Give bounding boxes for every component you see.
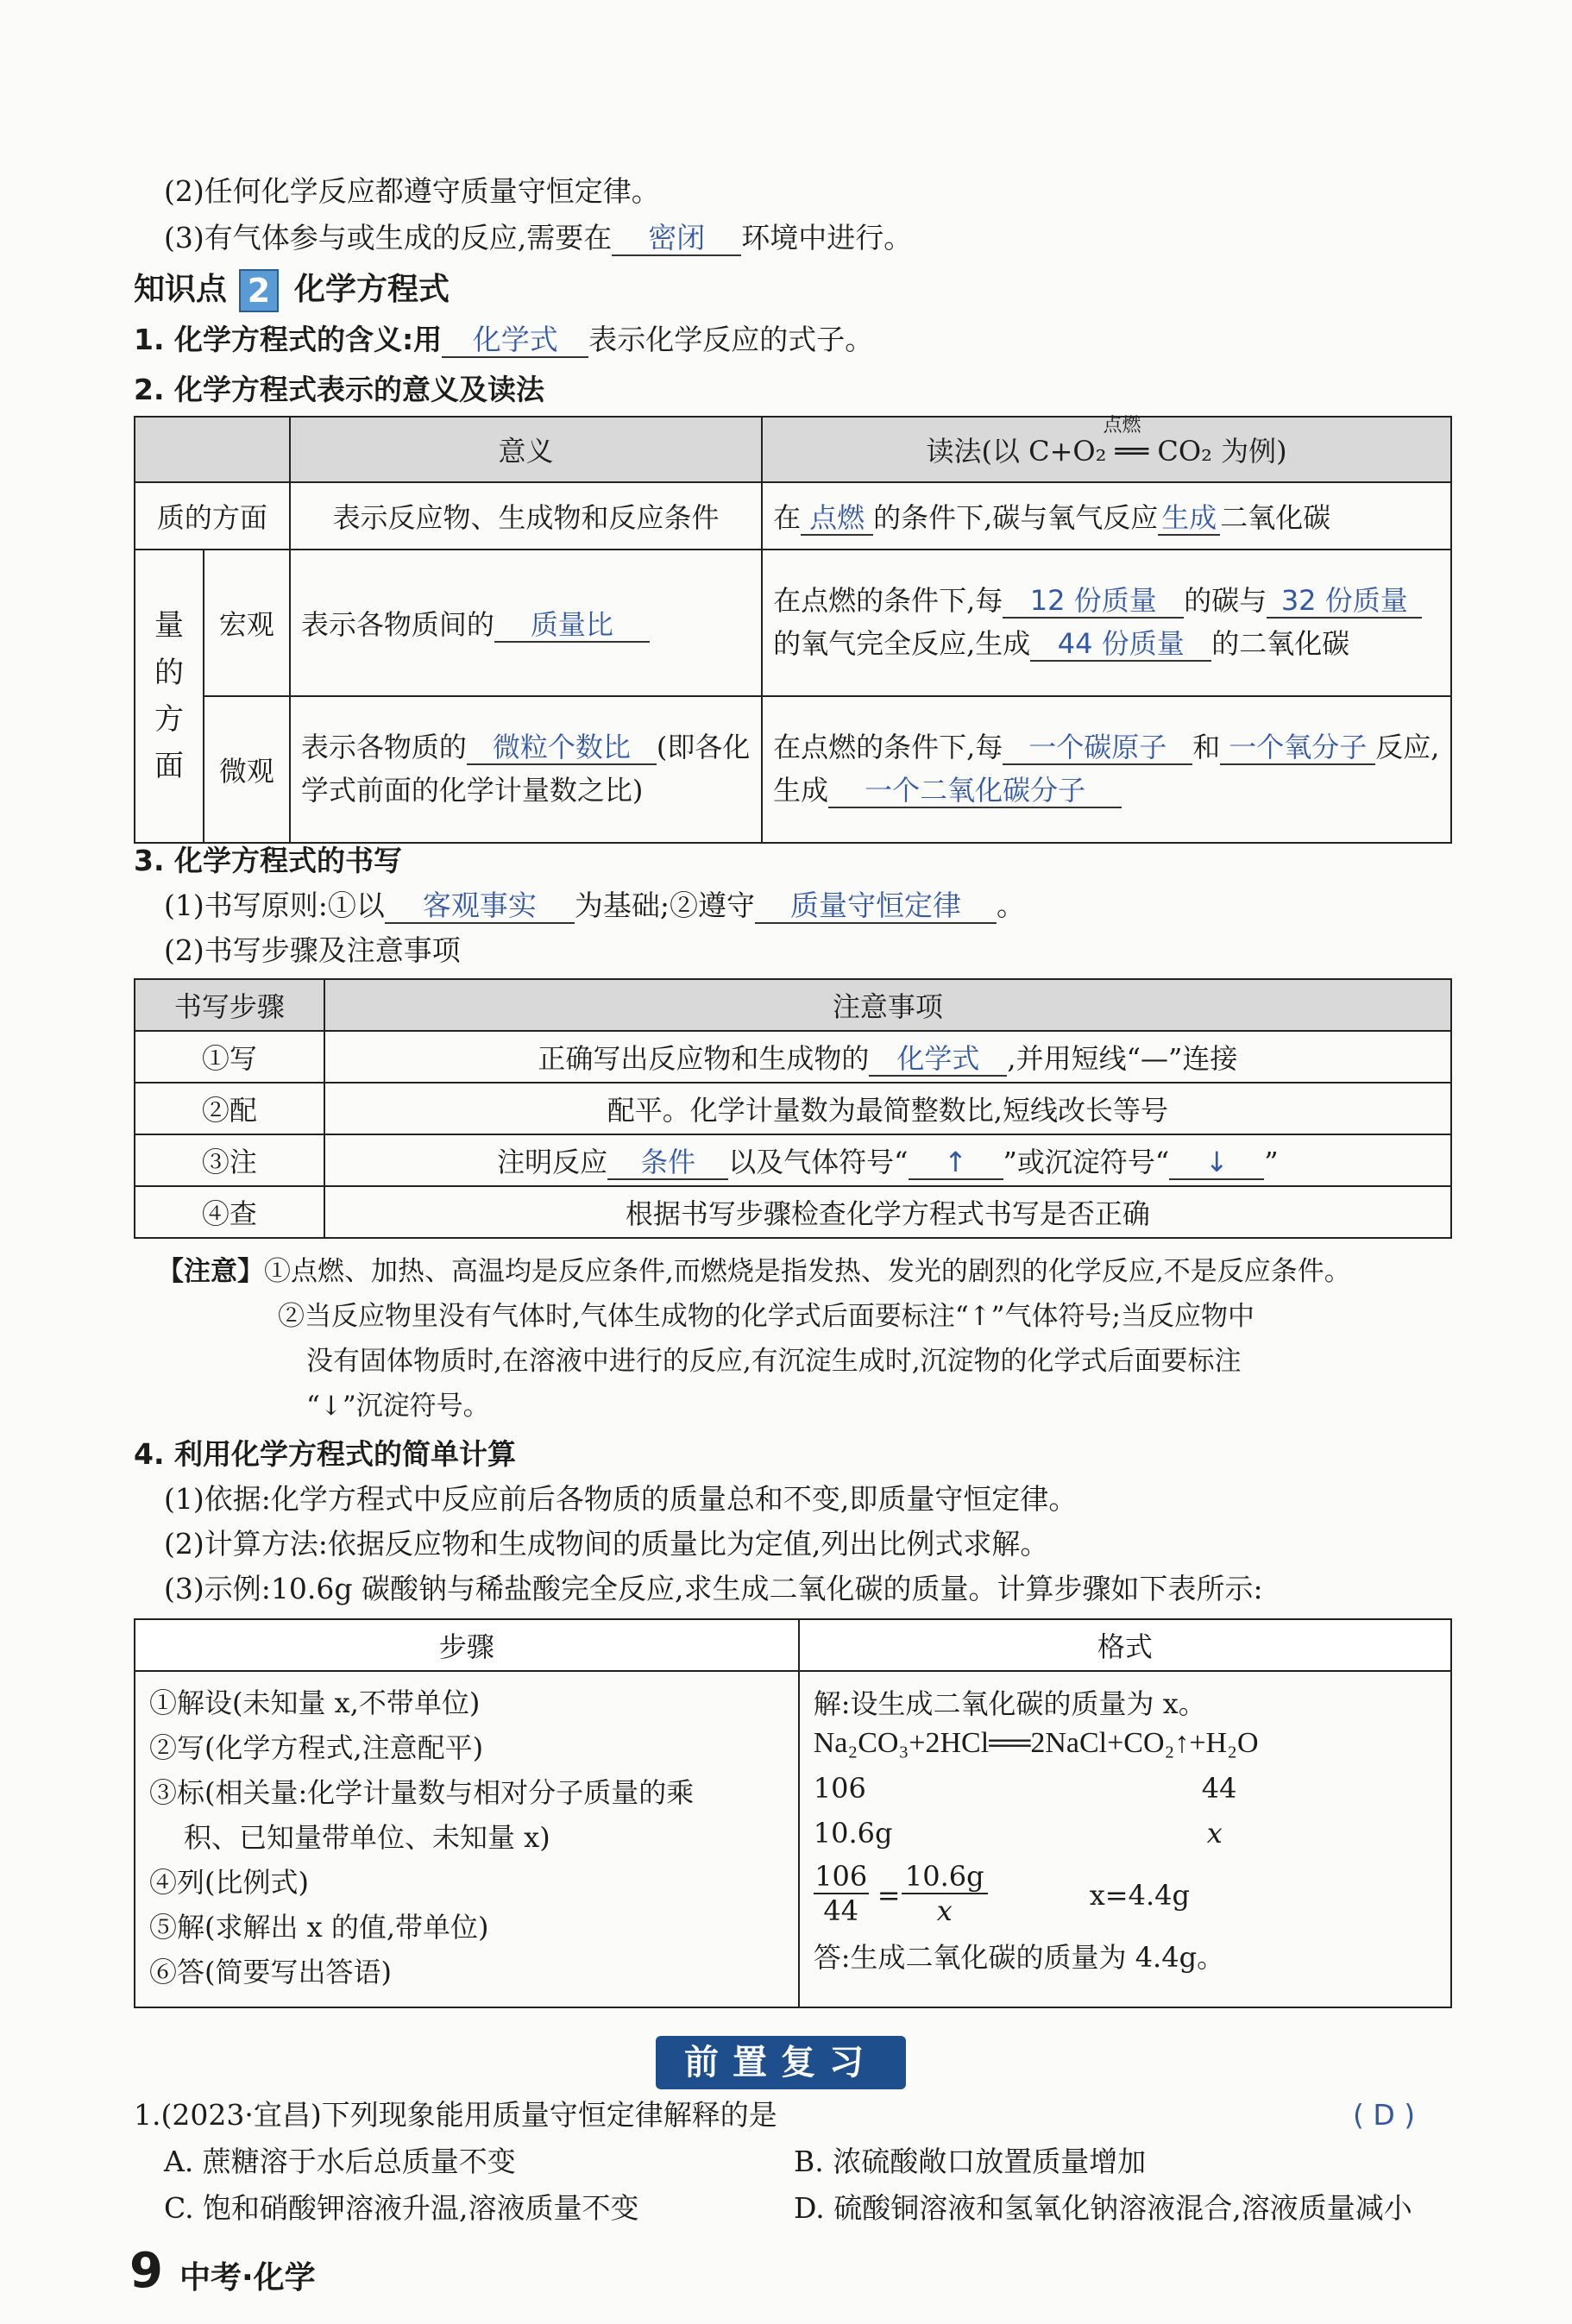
note-3-blank-2: ↑	[909, 1146, 1003, 1180]
calc-steps-cell	[135, 1671, 799, 2007]
intro-line-2: (2)任何化学反应都遵守质量守恒定律。	[164, 174, 660, 208]
col-meaning: 意义	[290, 417, 762, 482]
meaning-table	[134, 416, 1452, 844]
kp2-heading	[134, 269, 450, 312]
note-3-mid: 以及气体符号“	[728, 1146, 909, 1178]
kp2-label: 知识点	[134, 272, 228, 307]
note-3	[324, 1134, 1451, 1186]
steps-table-header	[135, 979, 1451, 1031]
kp2-number-badge: 2	[239, 269, 279, 312]
note-2: 配平。化学计量数为最简整数比,短线改长等号	[324, 1083, 1451, 1134]
s3-principle-blank-1: 客观事实	[385, 889, 575, 924]
macro-read-4: 的二氧化碳	[1211, 627, 1350, 660]
calc-table-body	[135, 1671, 1451, 2007]
meaning-table-header	[135, 417, 1451, 482]
micro-meaning	[290, 696, 762, 843]
q1-option-a: A. 蔗糖溶于水后总质量不变	[164, 2145, 516, 2178]
s4-line-2: (2)计算方法:依据反应物和生成物间的质量比为定值,列出比例式求解。	[164, 1527, 1049, 1561]
note-1-blank: 化学式	[869, 1043, 1007, 1077]
note-1-pre: 正确写出反应物和生成物的	[538, 1042, 870, 1075]
calc-table-header	[135, 1619, 1451, 1671]
rq-read-blank-2: 生成	[1158, 502, 1220, 536]
col-reading-condition: 点燃	[1103, 415, 1141, 437]
q1-option-d: D. 硫酸铜溶液和氢氧化钠溶液混合,溶液质量减小	[794, 2191, 1412, 2225]
q1-option-c: C. 饱和硝酸钾溶液升温,溶液质量不变	[164, 2191, 639, 2225]
s1-blank: 化学式	[442, 323, 588, 358]
note-line-1	[157, 1256, 1351, 1288]
micro-meaning-post: (即各化学式前面的化学计量数之比)	[300, 731, 751, 807]
fmt-frac-right-num: 10.6g	[902, 1860, 988, 1894]
micro-reading	[762, 696, 1451, 843]
macro-label: 宏观	[204, 550, 290, 696]
q1-answer	[1353, 2098, 1415, 2132]
micro-meaning-pre: 表示各物质的	[300, 731, 467, 764]
s3-steps-heading: (2)书写步骤及注意事项	[164, 933, 461, 967]
row-quantity-label	[135, 550, 204, 843]
micro-read-1: 在点燃的条件下,每	[773, 731, 1003, 764]
s3-principle-blank-2: 质量守恒定律	[755, 889, 997, 924]
steps-row-2	[135, 1083, 1451, 1134]
s3-heading: 3. 化学方程式的书写	[134, 844, 402, 877]
fmt-44: 44	[1201, 1772, 1237, 1805]
row-micro	[135, 696, 1451, 843]
calc-step-3b: 积、已知量带单位、未知量 x)	[184, 1821, 550, 1854]
q1-stem: 1.(2023·宜昌)下列现象能用质量守恒定律解释的是	[134, 2098, 777, 2132]
rq-read-3: 二氧化碳	[1220, 501, 1331, 534]
s3-principle-pre: (1)书写原则:①以	[164, 889, 385, 922]
note-3-pre: 注明反应	[497, 1146, 608, 1178]
micro-read-3: 反应,生成	[773, 731, 1440, 807]
calc-format-cell	[799, 1671, 1451, 2007]
macro-meaning-blank: 质量比	[494, 609, 650, 643]
s1-pre: 1. 化学方程式的含义:用	[134, 323, 443, 356]
s3-principle-mid: 为基础;②遵守	[574, 889, 755, 922]
calc-step-2: ②写(化学方程式,注意配平)	[149, 1731, 484, 1764]
macro-read-blank-1: 12 份质量	[1003, 585, 1184, 619]
calc-table	[134, 1618, 1452, 2008]
note-3-mid2: ”或沉淀符号“	[1003, 1146, 1170, 1178]
fmt-result: x=4.4g	[1089, 1879, 1190, 1912]
fmt-eq-sign: =	[877, 1879, 901, 1912]
fmt-frac-right-den: x	[936, 1894, 953, 1927]
micro-meaning-blank: 微粒个数比	[467, 732, 657, 765]
row-macro	[135, 550, 1451, 696]
calc-step-1: ①解设(未知量 x,不带单位)	[149, 1686, 481, 1719]
calc-step-3a: ③标(相关量:化学计量数与相对分子质量的乘	[149, 1776, 695, 1809]
fmt-setup: 解:设生成二氧化碳的质量为 x。	[813, 1687, 1206, 1720]
note-line-1-text: ①点燃、加热、高温均是反应条件,而燃烧是指发热、发光的剧烈的化学反应,不是反应条件。	[264, 1256, 1351, 1287]
micro-read-blank-2: 一个氧分子	[1220, 732, 1375, 765]
macro-read-blank-2: 32 份质量	[1267, 585, 1422, 619]
micro-read-blank-3: 一个二氧化碳分子	[828, 775, 1122, 808]
rq-read-blank-1: 点燃	[801, 502, 873, 536]
col-calc-format: 格式	[799, 1619, 1451, 1671]
note-3-blank-3: ↓	[1169, 1146, 1264, 1180]
fmt-frac-right	[902, 1860, 988, 1927]
step-2: ②配	[135, 1083, 324, 1134]
row-quality-reading	[762, 482, 1451, 550]
col-step: 书写步骤	[135, 979, 324, 1031]
fmt-106g: 10.6g	[813, 1817, 893, 1850]
col-note: 注意事项	[324, 979, 1451, 1031]
note-3-blank-1: 条件	[607, 1146, 728, 1180]
note-line-2: ②当反应物里没有气体时,气体生成物的化学式后面要标注“↑”气体符号;当反应物中	[278, 1301, 1254, 1332]
step-1: ①写	[135, 1031, 324, 1083]
steps-row-4	[135, 1186, 1451, 1238]
calc-step-4: ④列(比例式)	[149, 1866, 309, 1899]
macro-read-3: 的氧气完全反应,生成	[773, 627, 1031, 660]
s3-principle	[164, 889, 1025, 924]
s1-line	[134, 323, 873, 358]
macro-meaning	[290, 550, 762, 696]
calc-step-6: ⑥答(简要写出答语)	[149, 1956, 392, 1988]
calc-step-5: ⑤解(求解出 x 的值,带单位)	[149, 1911, 489, 1944]
note-line-4: “↓”沉淀符号。	[306, 1391, 490, 1422]
micro-read-2: 和	[1192, 731, 1221, 764]
fmt-frac-left-num: 106	[814, 1860, 868, 1893]
intro-line-3	[164, 221, 912, 256]
micro-read-blank-1: 一个碳原子	[1003, 732, 1192, 765]
q1-answer-text: ( D )	[1353, 2098, 1416, 2132]
kp2-title: 化学方程式	[294, 272, 450, 307]
note-1-post: ,并用短线“—”连接	[1007, 1042, 1238, 1075]
fmt-frac-left	[814, 1860, 869, 1927]
row-quantity-label-text: 量的方面	[154, 608, 184, 784]
review-banner: 前置复习	[656, 2036, 906, 2089]
col-reading-label: 读法(以 C+O₂ ══ CO₂ 为例)	[926, 435, 1287, 468]
col-calc-step: 步骤	[135, 1619, 799, 1671]
col-reading	[762, 417, 1451, 482]
row-quality	[135, 482, 1451, 550]
note-line-3: 没有固体物质时,在溶液中进行的反应,有沉淀生成时,沉淀物的化学式后面要标注	[306, 1346, 1242, 1377]
micro-label: 微观	[204, 696, 290, 843]
step-4: ④查	[135, 1186, 324, 1238]
macro-read-1: 在点燃的条件下,每	[773, 584, 1003, 618]
macro-reading	[762, 550, 1451, 696]
intro-line-3-pre: (3)有气体参与或生成的反应,需要在	[164, 221, 613, 254]
fmt-frac-left-den: 44	[823, 1894, 859, 1927]
s4-heading: 4. 利用化学方程式的简单计算	[134, 1437, 516, 1471]
step-3: ③注	[135, 1134, 324, 1186]
rq-read-1: 在	[773, 501, 802, 534]
steps-table	[134, 978, 1452, 1239]
note-label: 【注意】	[157, 1256, 264, 1287]
intro-line-3-blank: 密闭	[612, 222, 741, 256]
fmt-answer: 答:生成二氧化碳的质量为 4.4g。	[813, 1941, 1225, 1974]
macro-read-blank-3: 44 份质量	[1030, 628, 1211, 662]
rq-read-2: 的条件下,碳与氧气反应	[873, 501, 1159, 534]
s3-principle-post: 。	[997, 889, 1025, 922]
q1-option-b: B. 浓硫酸敞口放置质量增加	[794, 2145, 1147, 2178]
macro-meaning-pre: 表示各物质间的	[300, 608, 494, 641]
fmt-106: 106	[813, 1772, 866, 1805]
note-1	[324, 1031, 1451, 1083]
fmt-x: x	[1206, 1817, 1223, 1850]
footer-label: 中考·化学	[179, 2260, 316, 2296]
note-4: 根据书写步骤检查化学方程式书写是否正确	[324, 1186, 1451, 1238]
note-3-post: ”	[1264, 1146, 1279, 1178]
row-quality-meaning: 表示反应物、生成物和反应条件	[290, 482, 762, 550]
s4-line-1: (1)依据:化学方程式中反应前后各物质的质量总和不变,即质量守恒定律。	[164, 1482, 1078, 1516]
s1-post: 表示化学反应的式子。	[588, 323, 874, 356]
macro-read-2: 的碳与	[1184, 584, 1267, 618]
s2-heading: 2. 化学方程式表示的意义及读法	[134, 373, 544, 406]
steps-row-3	[135, 1134, 1451, 1186]
page-number: 9	[129, 2243, 163, 2299]
s4-line-3: (3)示例:10.6g 碳酸钠与稀盐酸完全反应,求生成二氧化碳的质量。计算步骤如下表所示:	[164, 1572, 1263, 1605]
intro-line-3-post: 环境中进行。	[741, 221, 913, 254]
row-quality-label: 质的方面	[135, 482, 290, 550]
fmt-equation: Na₂CO₃+2HCl══2NaCl+CO₂↑+H₂O	[813, 1727, 1259, 1759]
steps-row-1	[135, 1031, 1451, 1083]
